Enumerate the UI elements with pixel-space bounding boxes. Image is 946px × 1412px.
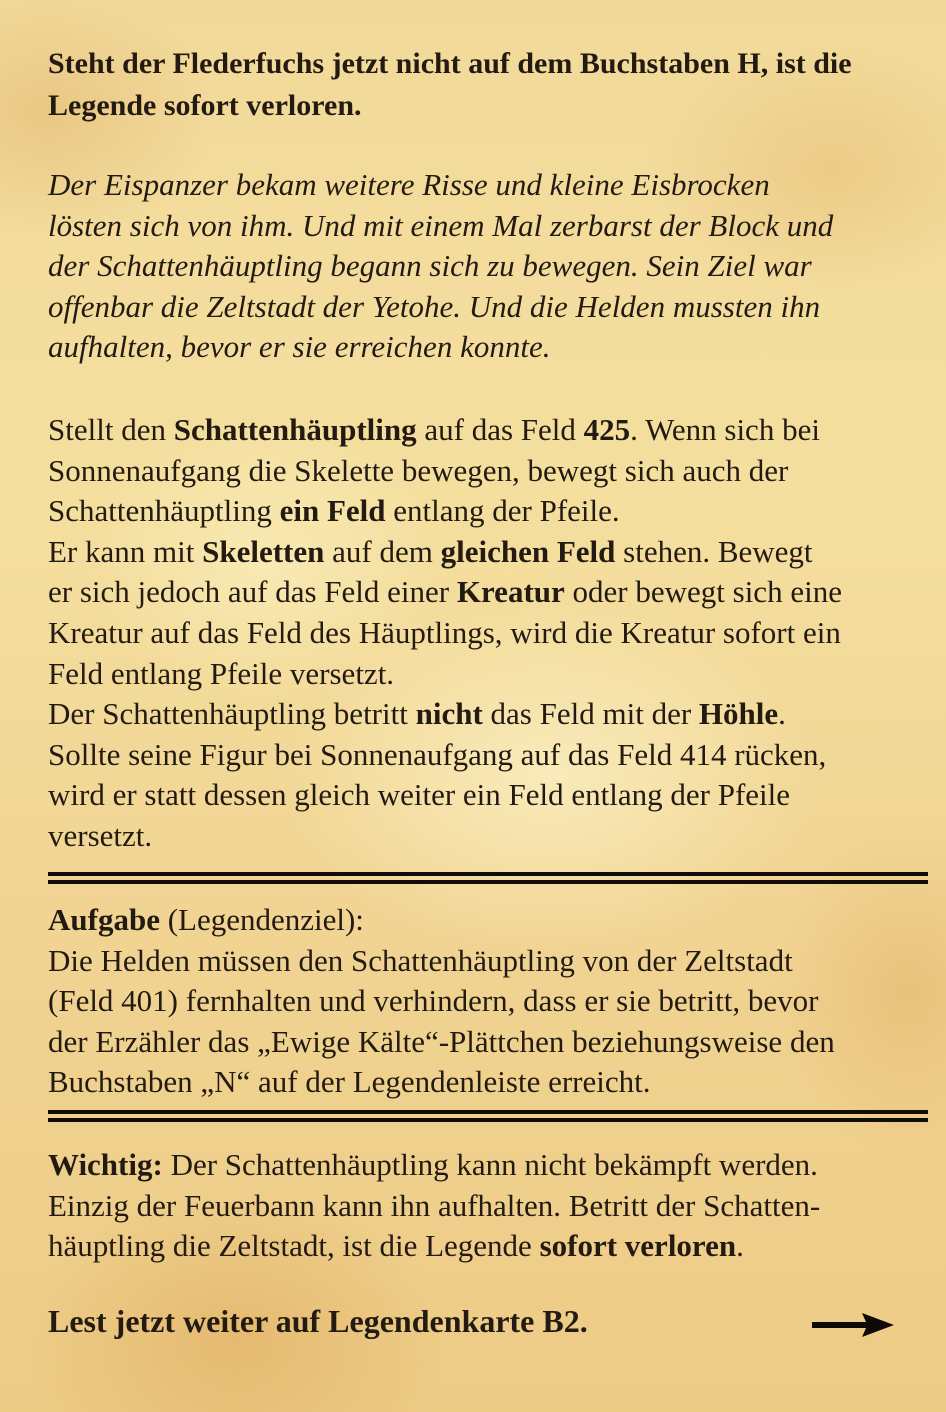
note-line: Einzig der Feuerbann kann ihn aufhalten. Betritt der Schatten- bbox=[48, 1187, 821, 1223]
arrow-right-icon bbox=[810, 1310, 896, 1340]
double-divider bbox=[48, 1110, 928, 1122]
story-line: aufhalten, bevor er sie erreichen konnte. bbox=[48, 329, 551, 365]
intro-text: Steht der Flederfuchs jetzt nicht auf dem Buchstaben H, ist die Legende sofort verloren. bbox=[48, 47, 852, 122]
note-line: häuptling die Zeltstadt, ist die Legende sofort verloren. bbox=[48, 1228, 744, 1264]
rules-line: versetzt. bbox=[48, 817, 153, 853]
important-note bbox=[48, 1145, 920, 1267]
rules-line: Stellt den Schattenhäuptling auf das Feld 425. Wenn sich bei bbox=[48, 412, 820, 447]
note-line: Wichtig: Der Schattenhäuptling kann nicht bekämpft werden. bbox=[48, 1147, 818, 1182]
story-text bbox=[48, 165, 920, 368]
task-section bbox=[48, 900, 920, 1103]
task-heading: Aufgabe (Legendenziel): bbox=[48, 902, 364, 937]
rules-line: Feld entlang Pfeile versetzt. bbox=[48, 655, 395, 691]
rules-text bbox=[48, 410, 920, 857]
story-line: lösten sich von ihm. Und mit einem Mal zerbarst der Block und bbox=[48, 207, 834, 243]
rules-line: Sonnenaufgang die Skelette bewegen, bewegt sich auch der bbox=[48, 452, 789, 488]
story-line: der Schattenhäuptling begann sich zu bewegen. Sein Ziel war bbox=[48, 248, 812, 284]
rules-line: Kreatur auf das Feld des Häuptlings, wird die Kreatur sofort ein bbox=[48, 614, 841, 650]
rules-line: er sich jedoch auf das Feld einer Kreatur oder bewegt sich eine bbox=[48, 574, 842, 610]
task-line: der Erzähler das „Ewige Kälte“-Plättchen beziehungsweise den bbox=[48, 1023, 835, 1059]
task-line: Die Helden müssen den Schattenhäuptling von der Zeltstadt bbox=[48, 942, 793, 978]
double-divider bbox=[48, 872, 928, 884]
continue-instruction: Lest jetzt weiter auf Legendenkarte B2. bbox=[48, 1303, 588, 1339]
rules-line: Schattenhäuptling ein Feld entlang der Pfeile. bbox=[48, 493, 620, 529]
task-line: Buchstaben „N“ auf der Legendenleiste erreicht. bbox=[48, 1064, 651, 1100]
rules-line: wird er statt dessen gleich weiter ein Feld entlang der Pfeile bbox=[48, 777, 791, 813]
rules-line: Sollte seine Figur bei Sonnenaufgang auf das Feld 414 rücken, bbox=[48, 736, 827, 772]
rules-line: Der Schattenhäuptling betritt nicht das Feld mit der Höhle. bbox=[48, 696, 786, 732]
rules-line: Er kann mit Skeletten auf dem gleichen Feld stehen. Bewegt bbox=[48, 533, 813, 569]
task-line: (Feld 401) fernhalten und verhindern, dass er sie betritt, bevor bbox=[48, 983, 819, 1019]
story-line: offenbar die Zeltstadt der Yetohe. Und die Helden mussten ihn bbox=[48, 288, 821, 324]
story-line: Der Eispanzer bekam weitere Risse und kleine Eisbrocken bbox=[48, 167, 770, 202]
